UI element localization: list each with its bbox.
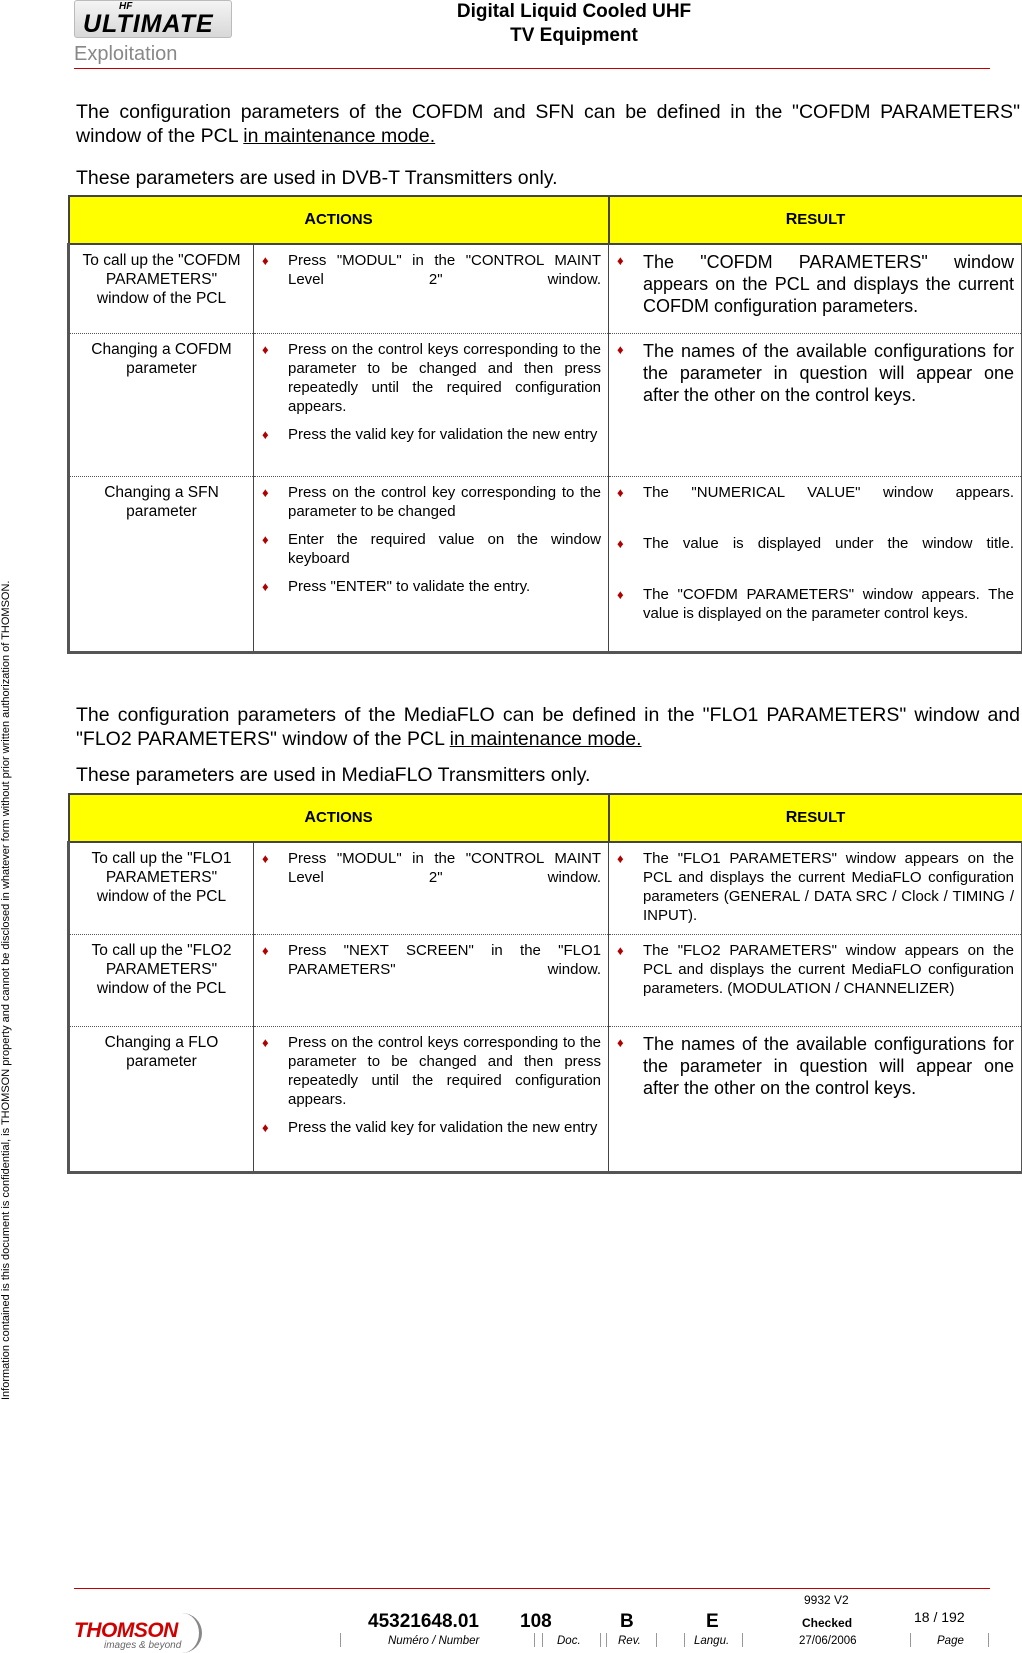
row-results [609, 333, 1022, 476]
row-label: Changing a COFDM parameter [69, 333, 254, 476]
confidentiality-note: Information contained is this document is confidential, is THOMSON property and cannot be disclosed in whatever form without prior written authorization of THOMSON. [0, 0, 12, 1400]
row-label: To call up the "FLO2 PARAMETERS" window of the PCL [69, 934, 254, 1026]
cofdm-actions-table [67, 195, 1022, 654]
title-line-2: TV Equipment [404, 24, 744, 48]
diamond-bullet-icon: ♦ [262, 1033, 288, 1052]
checked-status: Checked [802, 1616, 852, 1630]
result-item: The value is displayed under the window title. [643, 534, 1014, 553]
langu-value: E [706, 1611, 719, 1633]
actions-header: ACTIONS [69, 196, 609, 244]
footer-separator [534, 1633, 535, 1647]
footer-separator [910, 1633, 911, 1647]
version: 9932 V2 [804, 1593, 849, 1607]
page-header [74, 0, 990, 69]
swoosh-icon [169, 1613, 202, 1653]
diamond-bullet-icon: ♦ [617, 941, 643, 960]
diamond-bullet-icon: ♦ [262, 251, 288, 270]
row-label: Changing a SFN parameter [69, 476, 254, 652]
action-item: Press "MODUL" in the "CONTROL MAINT Level 2" window. [288, 251, 601, 289]
row-actions [254, 1026, 609, 1172]
row-actions [254, 333, 609, 476]
diamond-bullet-icon: ♦ [617, 585, 643, 604]
label-doc: Doc. [557, 1635, 581, 1647]
result-item: The "FLO2 PARAMETERS" window appears on the PCL and displays the current MediaFLO configuration parameters. (MODULATION / CHANNELIZER) [643, 941, 1014, 998]
row-actions [254, 842, 609, 934]
action-item: Press "MODUL" in the "CONTROL MAINT Level 2" window. [288, 849, 601, 887]
footer-separator [606, 1633, 607, 1647]
action-item: Enter the required value on the window keyboard [288, 530, 601, 568]
row-results [609, 244, 1022, 333]
table-header-row [69, 196, 1022, 244]
title-line-1: Digital Liquid Cooled UHF [404, 0, 744, 24]
result-item: The names of the available configurations for the parameter in question will appear one after the other on the control keys. [643, 340, 1014, 406]
intro-2-note: These parameters are used in MediaFLO Transmitters only. [76, 763, 1020, 787]
diamond-bullet-icon: ♦ [617, 849, 643, 868]
diamond-bullet-icon: ♦ [617, 340, 643, 359]
thomson-name: THOMSON [74, 1619, 178, 1643]
footer-separator [742, 1633, 743, 1647]
row-results [609, 934, 1022, 1026]
intro-1-text: The configuration parameters of the COFDM and SFN can be defined in the "COFDM PARAMETERS" window of the PCL [76, 101, 1020, 147]
footer-separator [542, 1633, 543, 1647]
mediaflo-actions-table [67, 793, 1022, 1174]
row-actions [254, 244, 609, 333]
actions-header: ACTIONS [69, 794, 609, 842]
table-header-row [69, 794, 1022, 842]
logo-hf-text: HF [119, 1, 132, 12]
diamond-bullet-icon: ♦ [262, 483, 288, 502]
checked-date: 27/06/2006 [799, 1635, 857, 1647]
footer-separator [340, 1633, 341, 1647]
action-item: Press the valid key for validation the new entry [288, 1118, 601, 1137]
table-row [69, 244, 1022, 333]
result-item: The "COFDM PARAMETERS" window appears. The value is displayed on the parameter control keys. [643, 585, 1014, 623]
intro-paragraph-2 [76, 703, 1020, 751]
table-row [69, 934, 1022, 1026]
result-item: The "FLO1 PARAMETERS" window appears on the PCL and displays the current MediaFLO configuration parameters (GENERAL / DATA SRC / Clock / TIMING / INPUT). [643, 849, 1014, 925]
page-number: 18 / 192 [914, 1609, 965, 1625]
logo-text: ULTIMATE [83, 10, 214, 39]
diamond-bullet-icon: ♦ [617, 251, 643, 270]
row-label: To call up the "FLO1 PARAMETERS" window of the PCL [69, 842, 254, 934]
action-item: Press on the control key corresponding to the parameter to be changed [288, 483, 601, 521]
table-row [69, 1026, 1022, 1172]
diamond-bullet-icon: ♦ [617, 1033, 643, 1052]
action-item: Press "ENTER" to validate the entry. [288, 577, 601, 596]
diamond-bullet-icon: ♦ [262, 1118, 288, 1137]
footer-separator [988, 1633, 989, 1647]
intro-1-maintenance-mode: in maintenance mode. [243, 125, 435, 147]
ultimate-logo [74, 0, 232, 38]
footer-separator [600, 1633, 601, 1647]
intro-2-text: The configuration parameters of the MediaFLO can be defined in the "FLO1 PARAMETERS" window and "FLO2 PARAMETERS" window of the PCL [76, 704, 1020, 750]
label-langu: Langu. [694, 1635, 729, 1647]
label-rev: Rev. [618, 1635, 641, 1647]
result-item: The names of the available configurations for the parameter in question will appear one after the other on the control keys. [643, 1033, 1014, 1099]
document-title [404, 0, 744, 48]
diamond-bullet-icon: ♦ [262, 340, 288, 359]
document-number: 45321648.01 [368, 1611, 479, 1633]
thomson-tagline: images & beyond [104, 1640, 181, 1651]
result-header: RESULT [609, 196, 1022, 244]
row-results [609, 842, 1022, 934]
row-actions [254, 476, 609, 652]
row-label: To call up the "COFDM PARAMETERS" window of the PCL [69, 244, 254, 333]
intro-paragraph-1 [76, 100, 1020, 148]
table-row [69, 842, 1022, 934]
thomson-logo [74, 1619, 194, 1649]
doc-value: 108 [520, 1611, 552, 1633]
diamond-bullet-icon: ♦ [262, 425, 288, 444]
row-label: Changing a FLO parameter [69, 1026, 254, 1172]
row-results [609, 476, 1022, 652]
diamond-bullet-icon: ♦ [262, 849, 288, 868]
action-item: Press the valid key for validation the new entry [288, 425, 601, 444]
diamond-bullet-icon: ♦ [262, 941, 288, 960]
intro-2-maintenance-mode: in maintenance mode. [450, 728, 642, 750]
table-row [69, 333, 1022, 476]
action-item: Press on the control keys corresponding to the parameter to be changed and then press repeatedly until the required configuration appears. [288, 340, 601, 416]
page-footer [74, 1588, 990, 1649]
label-page: Page [937, 1635, 964, 1647]
table-row [69, 476, 1022, 652]
intro-1-note: These parameters are used in DVB-T Transmitters only. [76, 166, 1020, 190]
section-name: Exploitation [74, 43, 177, 66]
result-item: The "COFDM PARAMETERS" window appears on the PCL and displays the current COFDM configuration parameters. [643, 251, 1014, 317]
label-number: Numéro / Number [388, 1635, 479, 1647]
row-actions [254, 934, 609, 1026]
diamond-bullet-icon: ♦ [617, 534, 643, 553]
diamond-bullet-icon: ♦ [262, 530, 288, 549]
footer-separator [656, 1633, 657, 1647]
diamond-bullet-icon: ♦ [617, 483, 643, 502]
row-results [609, 1026, 1022, 1172]
footer-separator [684, 1633, 685, 1647]
result-header: RESULT [609, 794, 1022, 842]
action-item: Press "NEXT SCREEN" in the "FLO1 PARAMETERS" window. [288, 941, 601, 979]
diamond-bullet-icon: ♦ [262, 577, 288, 596]
rev-value: B [620, 1611, 634, 1633]
result-item: The "NUMERICAL VALUE" window appears. [643, 483, 1014, 502]
action-item: Press on the control keys corresponding to the parameter to be changed and then press repeatedly until the required configuration appears. [288, 1033, 601, 1109]
